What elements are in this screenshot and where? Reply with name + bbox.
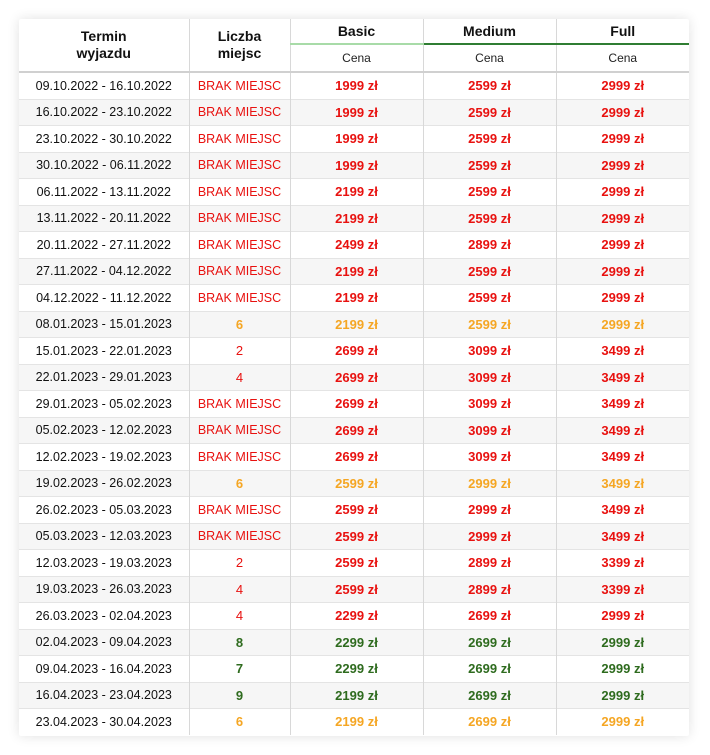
- seats-cell: BRAK MIEJSC: [189, 258, 290, 285]
- price-basic-cell: 1999 zł: [290, 72, 423, 99]
- header-term: [19, 19, 189, 72]
- seats-cell: BRAK MIEJSC: [189, 152, 290, 179]
- price-medium-cell: 2599 zł: [423, 311, 556, 338]
- table-row: [19, 205, 689, 232]
- price-full-cell: 3499 zł: [556, 417, 689, 444]
- header-price-medium: Cena: [423, 44, 556, 72]
- header-price-full: Cena: [556, 44, 689, 72]
- price-basic-cell: 1999 zł: [290, 152, 423, 179]
- table-row: [19, 709, 689, 735]
- seats-cell: 9: [189, 682, 290, 709]
- price-basic-cell: 2599 zł: [290, 576, 423, 603]
- table-body: [19, 72, 689, 735]
- price-full-cell: 3399 zł: [556, 550, 689, 577]
- header-term-line2: wyjazdu: [76, 45, 131, 61]
- price-medium-cell: 2699 zł: [423, 629, 556, 656]
- term-cell: 26.02.2023 - 05.03.2023: [19, 497, 189, 524]
- seats-cell: 4: [189, 603, 290, 630]
- table-row: [19, 338, 689, 365]
- price-basic-cell: 2499 zł: [290, 232, 423, 259]
- price-basic-cell: 1999 zł: [290, 126, 423, 153]
- table-row: [19, 497, 689, 524]
- seats-cell: BRAK MIEJSC: [189, 99, 290, 126]
- term-cell: 23.04.2023 - 30.04.2023: [19, 709, 189, 735]
- price-basic-cell: 2199 zł: [290, 311, 423, 338]
- price-medium-cell: 3099 zł: [423, 417, 556, 444]
- term-cell: 05.03.2023 - 12.03.2023: [19, 523, 189, 550]
- price-full-cell: 2999 zł: [556, 709, 689, 735]
- term-cell: 29.01.2023 - 05.02.2023: [19, 391, 189, 418]
- seats-cell: 6: [189, 311, 290, 338]
- price-full-cell: 2999 zł: [556, 285, 689, 312]
- price-medium-cell: 2599 zł: [423, 126, 556, 153]
- header-plan-medium: Medium: [423, 19, 556, 44]
- price-full-cell: 2999 zł: [556, 603, 689, 630]
- table-row: [19, 682, 689, 709]
- term-cell: 12.02.2023 - 19.02.2023: [19, 444, 189, 471]
- price-medium-cell: 2999 zł: [423, 497, 556, 524]
- header-plan-full: Full: [556, 19, 689, 44]
- term-cell: 09.04.2023 - 16.04.2023: [19, 656, 189, 683]
- seats-cell: 6: [189, 470, 290, 497]
- price-basic-cell: 2599 zł: [290, 470, 423, 497]
- table-row: [19, 232, 689, 259]
- term-cell: 13.11.2022 - 20.11.2022: [19, 205, 189, 232]
- price-medium-cell: 3099 zł: [423, 444, 556, 471]
- price-medium-cell: 2599 zł: [423, 205, 556, 232]
- seats-cell: BRAK MIEJSC: [189, 232, 290, 259]
- price-basic-cell: 2699 zł: [290, 444, 423, 471]
- table-row: [19, 72, 689, 99]
- price-full-cell: 3499 zł: [556, 497, 689, 524]
- table-header: [19, 19, 689, 72]
- price-full-cell: 3499 zł: [556, 470, 689, 497]
- price-basic-cell: 1999 zł: [290, 99, 423, 126]
- price-medium-cell: 2999 zł: [423, 523, 556, 550]
- term-cell: 06.11.2022 - 13.11.2022: [19, 179, 189, 206]
- term-cell: 23.10.2022 - 30.10.2022: [19, 126, 189, 153]
- seats-cell: BRAK MIEJSC: [189, 285, 290, 312]
- term-cell: 05.02.2023 - 12.02.2023: [19, 417, 189, 444]
- seats-cell: 7: [189, 656, 290, 683]
- price-full-cell: 3499 zł: [556, 391, 689, 418]
- price-medium-cell: 2699 zł: [423, 682, 556, 709]
- price-medium-cell: 2899 zł: [423, 576, 556, 603]
- table-row: [19, 603, 689, 630]
- table-row: [19, 417, 689, 444]
- price-basic-cell: 2199 zł: [290, 285, 423, 312]
- term-cell: 02.04.2023 - 09.04.2023: [19, 629, 189, 656]
- price-full-cell: 2999 zł: [556, 682, 689, 709]
- price-medium-cell: 3099 zł: [423, 391, 556, 418]
- price-medium-cell: 3099 zł: [423, 338, 556, 365]
- price-full-cell: 2999 zł: [556, 205, 689, 232]
- table-row: [19, 576, 689, 603]
- term-cell: 26.03.2023 - 02.04.2023: [19, 603, 189, 630]
- table-row: [19, 391, 689, 418]
- price-medium-cell: 2899 zł: [423, 232, 556, 259]
- term-cell: 09.10.2022 - 16.10.2022: [19, 72, 189, 99]
- seats-cell: BRAK MIEJSC: [189, 417, 290, 444]
- price-basic-cell: 2599 zł: [290, 523, 423, 550]
- seats-cell: 2: [189, 550, 290, 577]
- price-medium-cell: 2899 zł: [423, 550, 556, 577]
- price-basic-cell: 2699 zł: [290, 364, 423, 391]
- table-row: [19, 629, 689, 656]
- term-cell: 27.11.2022 - 04.12.2022: [19, 258, 189, 285]
- price-basic-cell: 2699 zł: [290, 391, 423, 418]
- table-row: [19, 470, 689, 497]
- price-full-cell: 2999 zł: [556, 99, 689, 126]
- header-term-line1: Termin: [80, 28, 127, 44]
- price-full-cell: 2999 zł: [556, 179, 689, 206]
- seats-cell: BRAK MIEJSC: [189, 444, 290, 471]
- term-cell: 30.10.2022 - 06.11.2022: [19, 152, 189, 179]
- price-full-cell: 3499 zł: [556, 444, 689, 471]
- seats-cell: 4: [189, 364, 290, 391]
- price-basic-cell: 2699 zł: [290, 338, 423, 365]
- price-medium-cell: 3099 zł: [423, 364, 556, 391]
- term-cell: 19.03.2023 - 26.03.2023: [19, 576, 189, 603]
- seats-cell: BRAK MIEJSC: [189, 497, 290, 524]
- price-table-card: [19, 19, 689, 736]
- price-full-cell: 2999 zł: [556, 311, 689, 338]
- price-full-cell: 3499 zł: [556, 364, 689, 391]
- seats-cell: BRAK MIEJSC: [189, 72, 290, 99]
- table-row: [19, 550, 689, 577]
- term-cell: 04.12.2022 - 11.12.2022: [19, 285, 189, 312]
- price-medium-cell: 2599 zł: [423, 99, 556, 126]
- price-basic-cell: 2199 zł: [290, 682, 423, 709]
- table-row: [19, 179, 689, 206]
- price-medium-cell: 2599 zł: [423, 179, 556, 206]
- table-row: [19, 99, 689, 126]
- seats-cell: 8: [189, 629, 290, 656]
- price-medium-cell: 2699 zł: [423, 709, 556, 735]
- seats-cell: BRAK MIEJSC: [189, 179, 290, 206]
- price-basic-cell: 2199 zł: [290, 258, 423, 285]
- price-basic-cell: 2299 zł: [290, 603, 423, 630]
- price-full-cell: 2999 zł: [556, 126, 689, 153]
- term-cell: 19.02.2023 - 26.02.2023: [19, 470, 189, 497]
- price-basic-cell: 2299 zł: [290, 629, 423, 656]
- price-full-cell: 2999 zł: [556, 258, 689, 285]
- table-row: [19, 656, 689, 683]
- seats-cell: 2: [189, 338, 290, 365]
- price-full-cell: 3499 zł: [556, 338, 689, 365]
- price-full-cell: 2999 zł: [556, 152, 689, 179]
- price-full-cell: 2999 zł: [556, 629, 689, 656]
- price-full-cell: 2999 zł: [556, 232, 689, 259]
- price-basic-cell: 2699 zł: [290, 417, 423, 444]
- table-row: [19, 444, 689, 471]
- term-cell: 08.01.2023 - 15.01.2023: [19, 311, 189, 338]
- price-medium-cell: 2599 zł: [423, 72, 556, 99]
- term-cell: 12.03.2023 - 19.03.2023: [19, 550, 189, 577]
- price-medium-cell: 2699 zł: [423, 603, 556, 630]
- header-seats: [189, 19, 290, 72]
- price-basic-cell: 2199 zł: [290, 179, 423, 206]
- header-price-basic: Cena: [290, 44, 423, 72]
- price-basic-cell: 2599 zł: [290, 550, 423, 577]
- table-row: [19, 152, 689, 179]
- seats-cell: 6: [189, 709, 290, 735]
- term-cell: 20.11.2022 - 27.11.2022: [19, 232, 189, 259]
- header-seats-line2: miejsc: [217, 45, 262, 61]
- price-medium-cell: 2599 zł: [423, 152, 556, 179]
- price-full-cell: 2999 zł: [556, 72, 689, 99]
- table-row: [19, 126, 689, 153]
- term-cell: 16.04.2023 - 23.04.2023: [19, 682, 189, 709]
- price-full-cell: 3399 zł: [556, 576, 689, 603]
- term-cell: 15.01.2023 - 22.01.2023: [19, 338, 189, 365]
- price-medium-cell: 2999 zł: [423, 470, 556, 497]
- table-row: [19, 258, 689, 285]
- price-medium-cell: 2599 zł: [423, 258, 556, 285]
- seats-cell: 4: [189, 576, 290, 603]
- seats-cell: BRAK MIEJSC: [189, 523, 290, 550]
- price-medium-cell: 2699 zł: [423, 656, 556, 683]
- price-full-cell: 3499 zł: [556, 523, 689, 550]
- seats-cell: BRAK MIEJSC: [189, 126, 290, 153]
- price-basic-cell: 2199 zł: [290, 709, 423, 735]
- table-row: [19, 311, 689, 338]
- term-cell: 22.01.2023 - 29.01.2023: [19, 364, 189, 391]
- table-row: [19, 364, 689, 391]
- price-basic-cell: 2199 zł: [290, 205, 423, 232]
- header-plan-basic: Basic: [290, 19, 423, 44]
- price-basic-cell: 2299 zł: [290, 656, 423, 683]
- table-row: [19, 523, 689, 550]
- price-basic-cell: 2599 zł: [290, 497, 423, 524]
- table-row: [19, 285, 689, 312]
- price-medium-cell: 2599 zł: [423, 285, 556, 312]
- term-cell: 16.10.2022 - 23.10.2022: [19, 99, 189, 126]
- price-full-cell: 2999 zł: [556, 656, 689, 683]
- price-table: [19, 19, 689, 735]
- seats-cell: BRAK MIEJSC: [189, 391, 290, 418]
- seats-cell: BRAK MIEJSC: [189, 205, 290, 232]
- header-seats-line1: Liczba: [217, 28, 262, 44]
